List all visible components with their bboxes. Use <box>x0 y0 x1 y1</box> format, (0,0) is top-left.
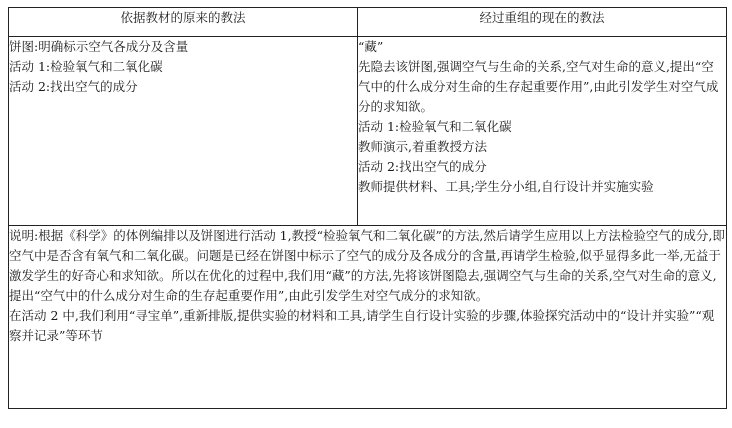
header-row <box>9 8 727 37</box>
right-line-teacher-materials: 教师提供材料、工具;学生分小组,自行设计并实施实验 <box>358 179 654 194</box>
note-row <box>9 226 727 409</box>
right-paragraph: 先隐去该饼图,强调空气与生命的关系,空气对生命的意义,提出“空气中的什么成分对生命的生存起重要作用”,由此引发学生对空气成分的求知欲。 <box>358 59 719 114</box>
right-line-teacher-demo: 教师演示,着重教授方法 <box>358 139 487 154</box>
right-line-activity-2: 活动 2:找出空气的成分 <box>358 159 487 174</box>
header-restructured-method: 经过重组的现在的教法 <box>358 8 727 37</box>
explanation-cell <box>9 226 727 409</box>
note-paragraph-2: 在活动 2 中,我们利用“寻宝单”,重新排版,提供实验的材料和工具,请学生自行设计实验的步骤,体验探究活动中的“设计并实验”“观察并记录”等环节 <box>9 308 715 343</box>
content-row <box>9 37 727 226</box>
comparison-table <box>8 7 727 409</box>
original-method-cell <box>9 37 358 226</box>
left-line-activity-1: 活动 1:检验氧气和二氧化碳 <box>9 59 163 74</box>
left-line-pie-chart: 饼图:明确标示空气各成分及含量 <box>9 39 189 54</box>
note-paragraph-1: 说明:根据《科学》的体例编排以及饼图进行活动 1,教授“检验氧气和二氧化碳”的方法,然后请学生应用以上方法检验空气的成分,即空气中是否含有氧气和二氧化碳。问题是已经在饼图中标示了空气的成分及各成分的含量,再请学生检验,似乎显得多此一举,无益于激发学生的好奇心和求知欲。所以在优化的过程中,我们用“藏”的方法,先将该饼图隐去,强调空气与生命的关系,空气对生命的意义,提出“空气中的什么成分对生命的生存起重要作用”,由此引发学生对空气成分的求知欲。 <box>9 228 725 303</box>
restructured-method-cell <box>358 37 727 226</box>
right-title-hide: “藏” <box>358 39 384 54</box>
header-original-method: 依据教材的原来的教法 <box>9 8 358 37</box>
left-line-activity-2: 活动 2:找出空气的成分 <box>9 79 138 94</box>
right-line-activity-1: 活动 1:检验氧气和二氧化碳 <box>358 119 512 134</box>
